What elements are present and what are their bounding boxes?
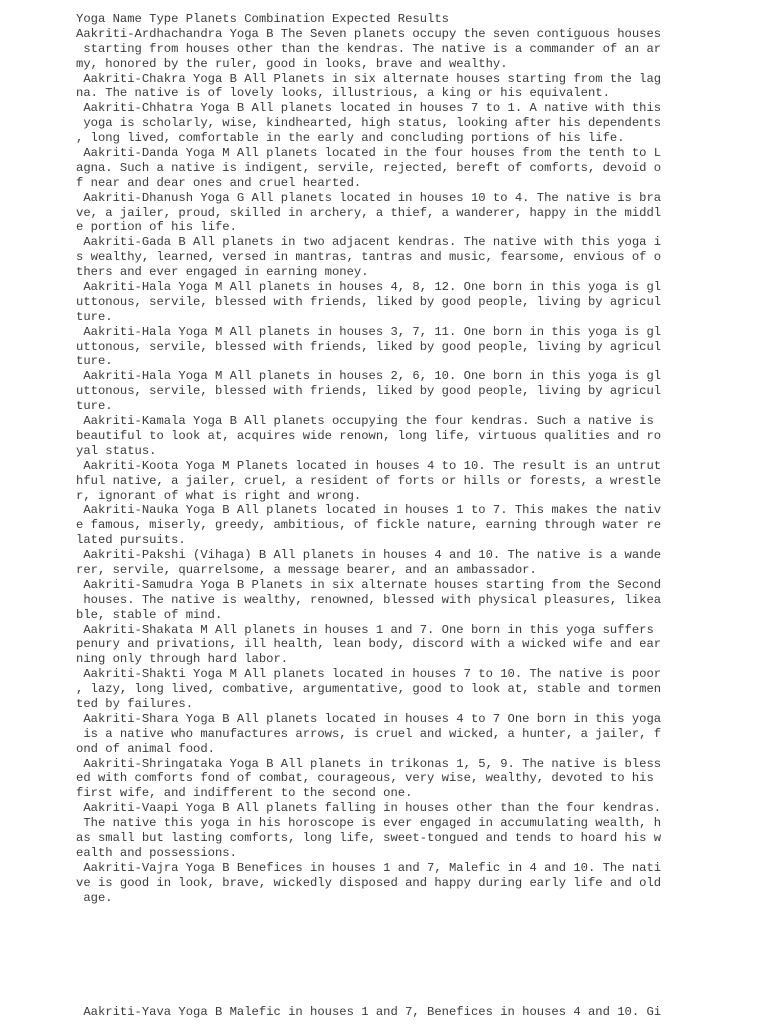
document-line: uttonous, servile, blessed with friends, liked by good people, living by agricul — [76, 384, 662, 399]
document-line: Aakriti-Gada B All planets in two adjacent kendras. The native with this yoga i — [76, 235, 662, 250]
document-line: ture. — [76, 309, 113, 324]
document-line: Aakriti-Vaapi Yoga B All planets falling in houses other than the four kendras. — [76, 801, 662, 816]
document-line: Aakriti-Ardhachandra Yoga B The Seven planets occupy the seven contiguous houses — [76, 26, 662, 41]
document-line: Aakriti-Danda Yoga M All planets located in the four houses from the tenth to L — [76, 146, 662, 161]
document-line: Aakriti-Pakshi (Vihaga) B All planets in houses 4 and 10. The native is a wande — [76, 548, 662, 563]
document-line: Aakriti-Hala Yoga M All planets in houses 2, 6, 10. One born in this yoga is gl — [76, 369, 662, 384]
document-line: ve, a jailer, proud, skilled in archery, a thief, a wanderer, happy in the middl — [76, 205, 662, 220]
document-line: s wealthy, learned, versed in mantras, tantras and music, fearsome, envious of o — [76, 250, 662, 265]
document-line: ble, stable of mind. — [76, 607, 223, 622]
document-line: ture. — [76, 354, 113, 369]
document-line: Aakriti-Kamala Yoga B All planets occupying the four kendras. Such a native is — [76, 414, 654, 429]
document-line: Aakriti-Shara Yoga B All planets located in houses 4 to 7 One born in this yoga — [76, 711, 662, 726]
document-line: rer, servile, quarrelsome, a message bearer, and an ambassador. — [76, 562, 537, 577]
document-header-line: Yoga Name Type Planets Combination Expected Results — [76, 12, 449, 26]
document-line: my, honored by the ruler, good in looks, brave and wealthy. — [76, 56, 508, 71]
document-line: ealth and possessions. — [76, 845, 237, 860]
document-line: as small but lasting comforts, long life, sweet-tongued and tends to hoard his w — [76, 830, 662, 845]
document-line: ning only through hard labor. — [76, 652, 289, 667]
document-line: Aakriti-Dhanush Yoga G All planets located in houses 10 to 4. The native is bra — [76, 190, 662, 205]
document-line: starting from houses other than the kendras. The native is a commander of an ar — [76, 41, 662, 56]
document-line: Aakriti-Chhatra Yoga B All planets located in houses 7 to 1. A native with this — [76, 101, 662, 116]
document-line: beautiful to look at, acquires wide renown, long life, virtuous qualities and ro — [76, 428, 662, 443]
document-line: Aakriti-Shakata M All planets in houses 1 and 7. One born in this yoga suffers — [76, 622, 654, 637]
document-line: uttonous, servile, blessed with friends, liked by good people, living by agricul — [76, 294, 662, 309]
document-body — [76, 12, 676, 905]
document-line: age. — [76, 890, 113, 905]
document-line: The native this yoga in his horoscope is ever engaged in accumulating wealth, h — [76, 816, 662, 831]
document-line: yoga is scholarly, wise, kindhearted, high status, looking after his dependents — [76, 116, 662, 131]
document-line: , long lived, comfortable in the early and concluding portions of his life. — [76, 131, 625, 146]
document-line: Aakriti-Shakti Yoga M All planets located in houses 7 to 10. The native is poor — [76, 667, 662, 682]
document-line: Aakriti-Chakra Yoga B All Planets in six alternate houses starting from the lag — [76, 71, 662, 86]
document-line: f near and dear ones and cruel hearted. — [76, 175, 362, 190]
document-line: ond of animal food. — [76, 741, 215, 756]
document-line: hful native, a jailer, cruel, a resident of forts or hills or forests, a wrestle — [76, 473, 662, 488]
document-line: e famous, miserly, greedy, ambitious, of fickle nature, earning through water re — [76, 518, 662, 533]
document-line: Aakriti-Vajra Yoga B Benefices in houses 1 and 7, Malefic in 4 and 10. The nati — [76, 860, 662, 875]
document-line: e portion of his life. — [76, 220, 237, 235]
document-line: first wife, and indifferent to the second one. — [76, 786, 413, 801]
document-line-tail: Aakriti-Yava Yoga B Malefic in houses 1 and 7, Benefices in houses 4 and 10. Gi — [76, 1005, 662, 1019]
document-line: lated pursuits. — [76, 533, 186, 548]
document-line: agna. Such a native is indigent, servile, rejected, bereft of comforts, devoid o — [76, 160, 662, 175]
document-line: ed with comforts fond of combat, courageous, very wise, wealthy, devoted to his — [76, 771, 654, 786]
document-line: houses. The native is wealthy, renowned, blessed with physical pleasures, likea — [76, 592, 662, 607]
document-line: Aakriti-Shringataka Yoga B All planets in trikonas 1, 5, 9. The native is bless — [76, 756, 662, 771]
document-line: Aakriti-Samudra Yoga B Planets in six alternate houses starting from the Second — [76, 577, 662, 592]
document-line: , lazy, long lived, combative, argumentative, good to look at, stable and tormen — [76, 682, 662, 697]
document-line: Aakriti-Koota Yoga M Planets located in houses 4 to 10. The result is an untrut — [76, 458, 662, 473]
document-line: Aakriti-Nauka Yoga B All planets located in houses 1 to 7. This makes the nativ — [76, 503, 662, 518]
document-line: na. The native is of lovely looks, illustrious, a king or his equivalent. — [76, 86, 610, 101]
document-line: r, ignorant of what is right and wrong. — [76, 488, 362, 503]
document-line: thers and ever engaged in earning money. — [76, 265, 369, 280]
document-line: ture. — [76, 399, 113, 414]
document-line: uttonous, servile, blessed with friends, liked by good people, living by agricul — [76, 339, 662, 354]
document-line: ve is good in look, brave, wickedly disposed and happy during early life and old — [76, 875, 662, 890]
document-line: is a native who manufactures arrows, is cruel and wicked, a hunter, a jailer, f — [76, 726, 662, 741]
document-line: ted by failures. — [76, 696, 194, 711]
document-line: Aakriti-Hala Yoga M All planets in houses 3, 7, 11. One born in this yoga is gl — [76, 324, 662, 339]
document-line: penury and privations, ill health, lean body, discord with a wicked wife and ear — [76, 637, 662, 652]
document-line: yal status. — [76, 443, 157, 458]
document-line: Aakriti-Hala Yoga M All planets in houses 4, 8, 12. One born in this yoga is gl — [76, 280, 662, 295]
